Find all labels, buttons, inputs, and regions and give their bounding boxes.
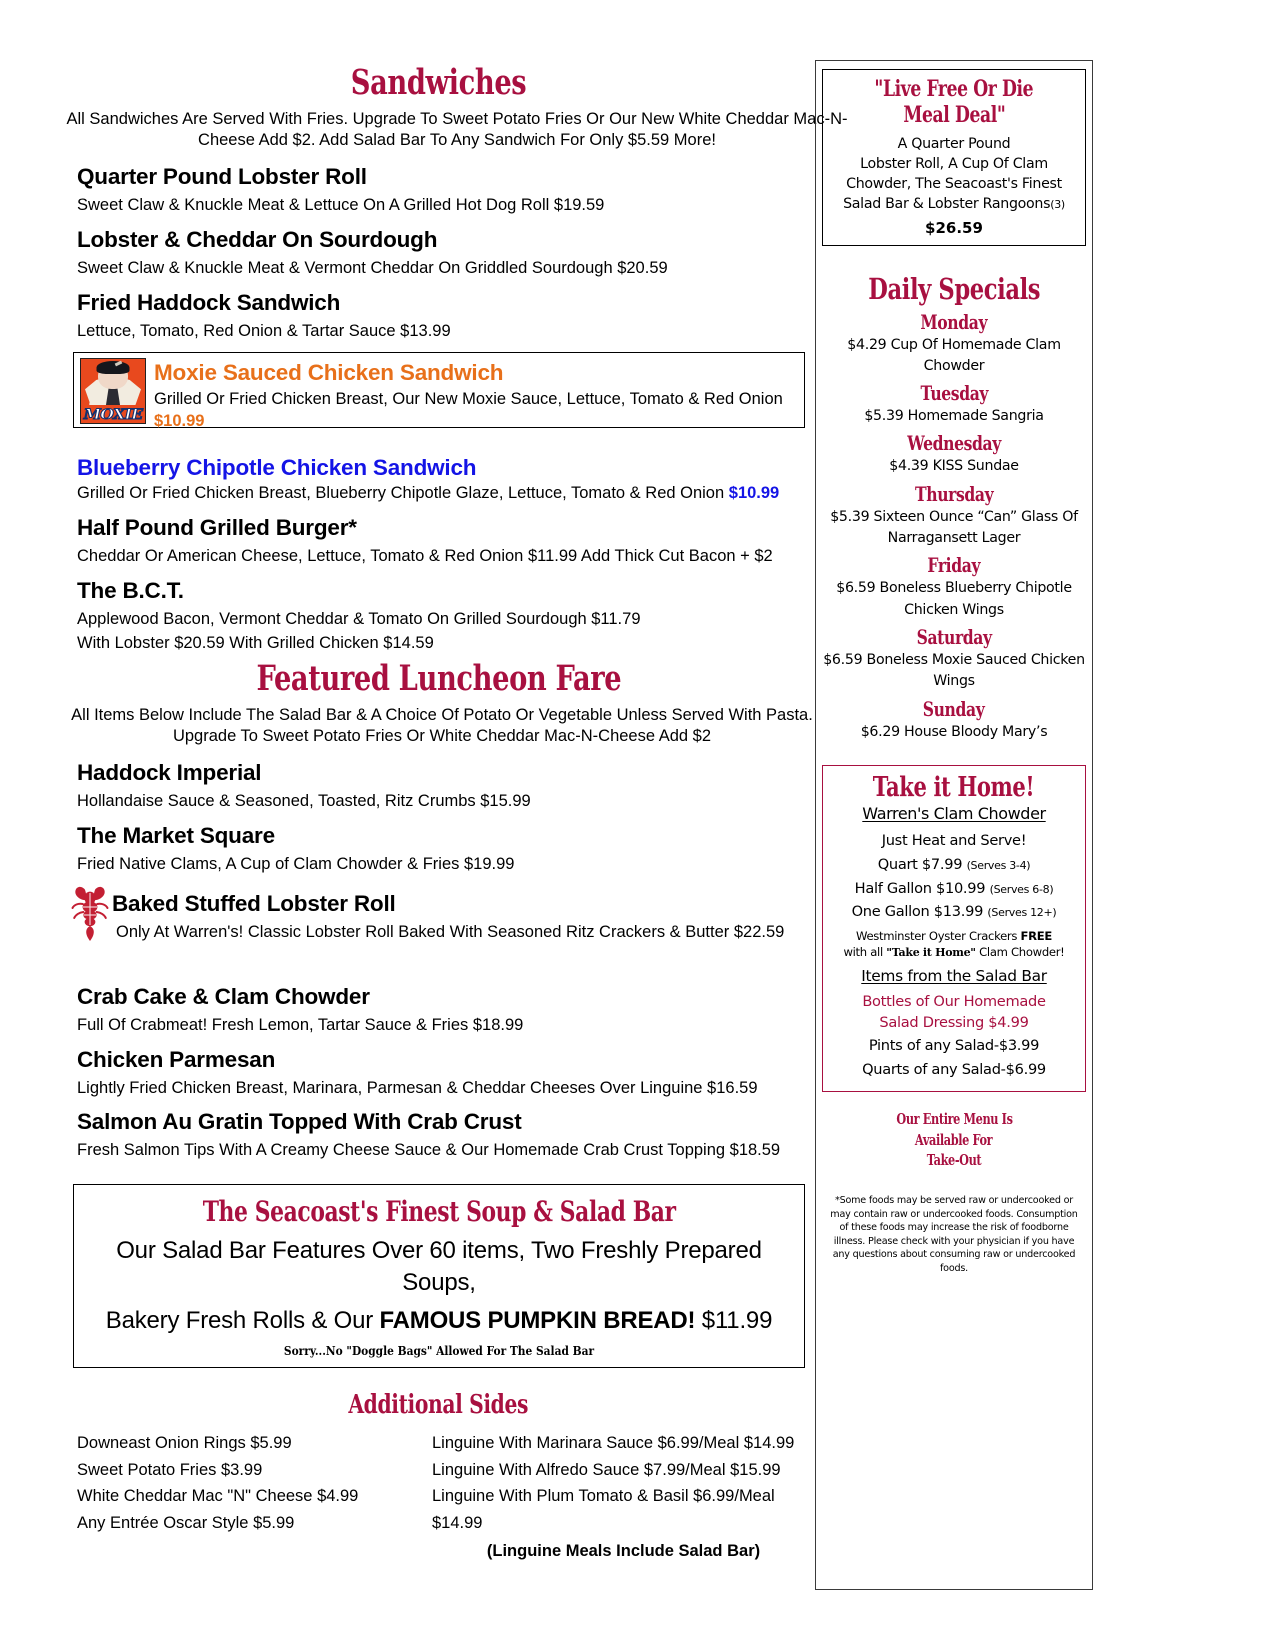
special-day-name: Wednesday [907, 431, 1001, 456]
meal-deal-rangoon-count: (3) [1050, 198, 1065, 212]
salad-bar-line2 [86, 1305, 792, 1337]
special-day [822, 625, 1086, 693]
sides-column-left [77, 1430, 432, 1565]
salad-bar-pumpkin-bread: FAMOUS PUMPKIN BREAD! [379, 1307, 696, 1335]
side-item: Linguine With Marinara Sauce $6.99/Meal $14.99 [432, 1434, 795, 1453]
menu-item-desc-extra: With Lobster $20.59 With Grilled Chicken $14.59 [77, 633, 434, 652]
oyster-crackers-line2-a: with all [843, 944, 887, 959]
chowder-size-label: One Gallon $13.99 [851, 903, 984, 921]
moxie-logo-wordmark: MOXIE [83, 407, 143, 424]
meal-deal-box [822, 69, 1086, 246]
special-day [822, 381, 1086, 427]
meal-deal-price: $26.59 [925, 218, 983, 237]
menu-item [62, 575, 815, 654]
oyster-crackers-note [829, 929, 1079, 960]
special-day-desc: $6.59 Boneless Blueberry Chipotle Chicken Wings [836, 580, 1072, 618]
special-day-desc: $4.29 Cup Of Homemade Clam Chowder [847, 336, 1061, 374]
side-item: Downeast Onion Rings $5.99 [77, 1434, 292, 1453]
take-it-home-box [822, 765, 1086, 1092]
special-day-name: Monday [920, 309, 988, 334]
take-it-home-subhead: Warren's Clam Chowder [862, 803, 1046, 823]
salad-dressing-note [829, 991, 1079, 1033]
meal-deal-line1: A Quarter Pound [897, 135, 1011, 152]
menu-item-desc: Lettuce, Tomato, Red Onion & Tartar Sauce $13.99 [77, 321, 451, 340]
salad-bar-heading-text: The Seacoast's Finest Soup & Salad Bar [202, 1195, 676, 1228]
side-item: White Cheddar Mac "N" Cheese $4.99 [77, 1487, 359, 1506]
salad-bar-box [73, 1184, 805, 1368]
salad-bar-heading [86, 1195, 792, 1228]
moxie-item-name: Moxie Sauced Chicken Sandwich [154, 360, 504, 386]
lobster-item-desc: Only At Warren's! Classic Lobster Roll Baked With Seasoned Ritz Crackers & Butter $22.59 [116, 922, 785, 941]
special-day-desc: $5.39 Sixteen Ounce “Can” Glass Of Narragansett Lager [830, 508, 1078, 547]
chowder-size-row [829, 854, 1079, 876]
chowder-size-row [829, 878, 1079, 900]
daily-specials-heading [822, 272, 1086, 306]
luncheon-heading-text: Featured Luncheon Fare [256, 658, 621, 700]
daily-specials-heading-text: Daily Specials [868, 271, 1040, 306]
takeout-note [822, 1110, 1086, 1172]
menu-item-name: Crab Cake & Clam Chowder [77, 983, 370, 1009]
sandwiches-heading [62, 62, 815, 103]
salad-dressing-line2: Salad Dressing $4.99 [879, 1014, 1029, 1032]
lobster-featured-item [62, 888, 815, 947]
oyster-crackers-free: FREE [1020, 929, 1053, 944]
menu-item-name: Half Pound Grilled Burger* [77, 515, 357, 541]
chowder-size-serves: (Serves 12+) [987, 906, 1057, 920]
meal-deal-body [829, 134, 1079, 215]
menu-item-desc: Fresh Salmon Tips With A Creamy Cheese Sauce & Our Homemade Crab Crust Topping $18.59 [77, 1141, 781, 1160]
blueberry-item-desc-row [77, 482, 815, 505]
special-day [822, 431, 1086, 477]
special-day [822, 482, 1086, 550]
menu-item-desc: Applewood Bacon, Vermont Cheddar & Tomato On Grilled Sourdough $11.79 [77, 609, 641, 628]
salad-quarts: Quarts of any Salad-$6.99 [862, 1061, 1046, 1079]
menu-item [62, 224, 815, 280]
salad-bar-fine-print: Sorry...No "Doggle Bags" Allowed For The Salad Bar [283, 1343, 595, 1359]
side-item: Any Entrée Oscar Style $5.99 [77, 1514, 295, 1533]
special-day [822, 310, 1086, 378]
sandwiches-heading-text: Sandwiches [350, 62, 527, 103]
side-item: Linguine With Alfredo Sauce $7.99/Meal $15.99 [432, 1460, 781, 1479]
salad-bar-items-subhead: Items from the Salad Bar [861, 967, 1047, 986]
meal-deal-line2: Lobster Roll, A Cup Of Clam [860, 156, 1048, 173]
special-day-name: Friday [927, 553, 981, 578]
moxie-logo-icon [80, 358, 146, 424]
take-it-home-heading [829, 772, 1079, 803]
meal-deal-line4: Salad Bar & Lobster Rangoons [843, 196, 1051, 213]
special-day-desc: $6.59 Boneless Moxie Sauced Chicken Wings [823, 651, 1085, 690]
oyster-crackers-line1-a: Westminster Oyster Crackers [855, 929, 1021, 944]
lobster-item-name: Baked Stuffed Lobster Roll [112, 890, 396, 916]
salad-dressing-line1: Bottles of Our Homemade [862, 993, 1046, 1011]
sidebar [815, 60, 1093, 1590]
special-day-desc: $6.29 House Bloody Mary’s [860, 723, 1048, 740]
blueberry-item-desc: Grilled Or Fried Chicken Breast, Blueberry Chipotle Glaze, Lettuce, Tomato & Red Onion [77, 484, 725, 503]
salad-bar-price: $11.99 [695, 1307, 773, 1335]
sides-heading [62, 1390, 815, 1420]
menu-item [62, 820, 815, 876]
lobster-icon [70, 884, 112, 947]
side-item: Linguine With Plum Tomato & Basil $6.99/Meal $14.99 [432, 1487, 775, 1533]
chowder-size-serves: (Serves 6-8) [989, 882, 1054, 896]
menu-item [62, 1044, 815, 1100]
meal-deal-title [829, 77, 1079, 129]
menu-item [62, 1106, 815, 1162]
takeout-note-line2: Available For [915, 1131, 993, 1149]
menu-item-name: Lobster & Cheddar On Sourdough [77, 226, 438, 252]
special-day-name: Thursday [914, 481, 994, 506]
meal-deal-title-line1: "Live Free Or Die [874, 76, 1034, 102]
menu-item-name: The B.C.T. [77, 577, 184, 603]
menu-item-desc: Hollandaise Sauce & Seasoned, Toasted, Ritz Crumbs $15.99 [77, 792, 531, 811]
blueberry-item-price: $10.99 [728, 484, 780, 503]
menu-item-desc: Sweet Claw & Knuckle Meat & Vermont Cheddar On Griddled Sourdough $20.59 [77, 258, 668, 277]
chowder-size-row [829, 901, 1079, 923]
menu-item-desc: Cheddar Or American Cheese, Lettuce, Tomato & Red Onion $11.99 Add Thick Cut Bacon + $2 [77, 547, 773, 566]
special-day-name: Tuesday [920, 381, 988, 406]
oyster-crackers-line2 [829, 945, 1079, 961]
menu-item-desc: Lightly Fried Chicken Breast, Marinara, Parmesan & Cheddar Cheeses Over Linguine $16.59 [77, 1078, 758, 1097]
health-disclaimer: *Some foods may be served raw or undercooked or may contain raw or undercooked foods. Consumption of these foods may increase the risk of foodborne illness. Please check with your physician if you have any questions about consuming raw or undercooked foods. [830, 1195, 1078, 1275]
meal-deal-line3: Chowder, The Seacoast's Finest [846, 176, 1062, 193]
menu-item-name: Fried Haddock Sandwich [77, 289, 341, 315]
take-it-home-heading-text: Take it Home! [873, 771, 1035, 803]
menu-item-name: Haddock Imperial [77, 760, 262, 786]
sides-column-right [432, 1430, 815, 1565]
special-day-desc: $4.39 KISS Sundae [889, 458, 1019, 475]
chowder-size-label: Half Gallon $10.99 [854, 879, 986, 897]
special-day [822, 553, 1086, 621]
menu-item [62, 161, 815, 217]
menu-item-name: The Market Square [77, 823, 275, 849]
special-day-name: Sunday [923, 696, 985, 721]
takeout-note-line1: Our Entire Menu Is [895, 1111, 1013, 1129]
menu-item-desc: Full Of Crabmeat! Fresh Lemon, Tartar Sauce & Fries $18.99 [77, 1015, 524, 1034]
menu-item [62, 981, 815, 1037]
menu-item-name: Quarter Pound Lobster Roll [77, 164, 367, 190]
menu-item-desc: Fried Native Clams, A Cup of Clam Chowder & Fries $19.99 [77, 855, 515, 874]
sides-note: (Linguine Meals Include Salad Bar) [486, 1541, 761, 1560]
moxie-featured-item [73, 352, 805, 428]
special-day-desc: $5.39 Homemade Sangria [864, 408, 1044, 425]
take-it-home-tagline: Just Heat and Serve! [881, 831, 1027, 849]
oyster-crackers-line1 [829, 929, 1079, 944]
menu-item-desc: Sweet Claw & Knuckle Meat & Lettuce On A Grilled Hot Dog Roll $19.59 [77, 196, 605, 215]
moxie-item-desc: Grilled Or Fried Chicken Breast, Our New Moxie Sauce, Lettuce, Tomato & Red Onion [154, 390, 783, 409]
special-day [822, 697, 1086, 743]
menu-item [62, 757, 815, 813]
salad-pints: Pints of any Salad-$3.99 [868, 1037, 1040, 1055]
special-day-name: Saturday [916, 624, 992, 649]
salad-bar-line1: Our Salad Bar Features Over 60 items, Two Freshly Prepared Soups, [116, 1237, 762, 1296]
menu-item-name: Chicken Parmesan [77, 1046, 276, 1072]
takeout-note-line3: Take-Out [926, 1152, 982, 1170]
blueberry-item-name: Blueberry Chipotle Chicken Sandwich [77, 455, 477, 481]
sides-grid [62, 1430, 815, 1565]
oyster-crackers-line2-c: Clam Chowder! [975, 944, 1065, 959]
salad-bar-line2-a: Bakery Fresh Rolls & Our [105, 1307, 380, 1335]
meal-deal-line4-row [829, 194, 1079, 214]
menu-item [62, 287, 815, 343]
sides-heading-text: Additional Sides [348, 1390, 529, 1421]
chowder-size-serves: (Serves 3-4) [966, 858, 1031, 872]
moxie-item-price: $10.99 [154, 411, 205, 430]
chowder-size-label: Quart $7.99 [877, 855, 963, 873]
meal-deal-title-line2: Meal Deal" [902, 101, 1006, 128]
sandwiches-note: All Sandwiches Are Served With Fries. Upgrade To Sweet Potato Fries Or Our New White Cheddar Mac-N-Cheese Add $2. Add Salad Bar To Any Sandwich For Only $5.59 More! [66, 110, 848, 150]
oyster-crackers-quote: "Take it Home" [886, 945, 976, 959]
luncheon-heading [62, 658, 815, 699]
luncheon-note: All Items Below Include The Salad Bar & A Choice Of Potato Or Vegetable Unless Served With Pasta. Upgrade To Sweet Potato Fries Or White Cheddar Mac-N-Cheese Add $2 [71, 706, 813, 746]
side-item: Sweet Potato Fries $3.99 [77, 1460, 263, 1479]
menu-item [62, 512, 815, 568]
menu-item-name: Salmon Au Gratin Topped With Crab Crust [77, 1109, 522, 1135]
daily-specials [822, 272, 1086, 743]
